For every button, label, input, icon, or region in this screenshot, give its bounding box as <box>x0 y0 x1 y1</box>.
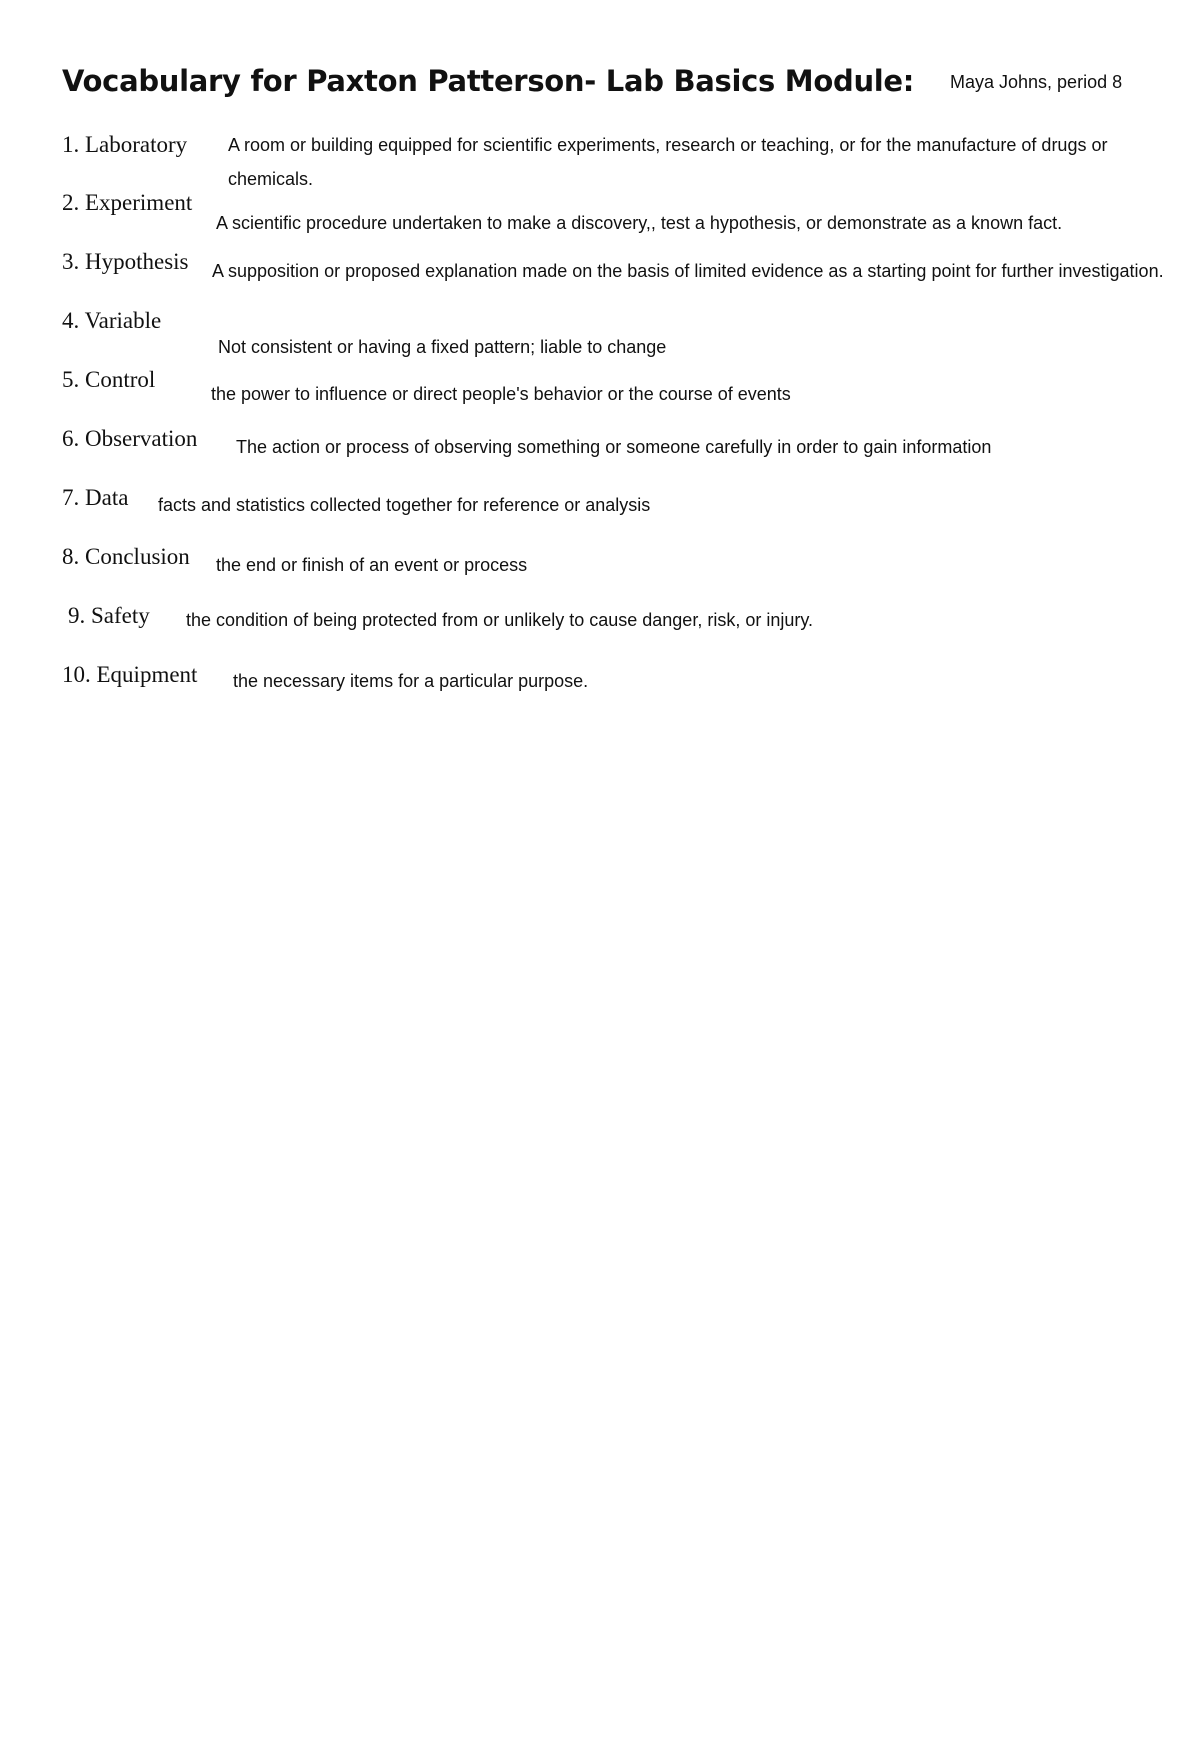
term-laboratory: 1. Laboratory <box>62 132 188 157</box>
definition-safety: the condition of being protected from or unlikely to cause danger, risk, or injury. <box>186 610 814 630</box>
term-control: 5. Control <box>62 367 156 392</box>
definition-observation: The action or process of observing something or someone carefully in order to gain information <box>236 437 992 457</box>
author-line: Maya Johns, period 8 <box>950 72 1123 92</box>
page-title: Vocabulary for Paxton Patterson- Lab Basics Module: <box>62 64 915 98</box>
term-variable: 4. Variable <box>62 308 162 333</box>
definition-laboratory: A room or building equipped for scientific experiments, research or teaching, or for the manufacture of drugs or chemicals. <box>228 135 1108 189</box>
definition-equipment: the necessary items for a particular purpose. <box>233 671 589 691</box>
definition-control: the power to influence or direct people's behavior or the course of events <box>211 384 791 404</box>
term-hypothesis: 3. Hypothesis <box>62 249 189 274</box>
definition-conclusion: the end or finish of an event or process <box>216 555 528 575</box>
term-observation: 6. Observation <box>62 426 198 451</box>
term-safety: 9. Safety <box>68 603 150 628</box>
term-equipment: 10. Equipment <box>62 662 198 687</box>
term-data: 7. Data <box>62 485 129 510</box>
definition-hypothesis: A supposition or proposed explanation made on the basis of limited evidence as a starting point for further investigation. <box>212 261 1164 281</box>
term-conclusion: 8. Conclusion <box>62 544 190 569</box>
definition-variable: Not consistent or having a fixed pattern; liable to change <box>218 337 667 357</box>
definition-experiment: A scientific procedure undertaken to make a discovery,, test a hypothesis, or demonstrate as a known fact. <box>216 213 1063 233</box>
definition-data: facts and statistics collected together for reference or analysis <box>158 495 651 515</box>
term-experiment: 2. Experiment <box>62 190 193 215</box>
